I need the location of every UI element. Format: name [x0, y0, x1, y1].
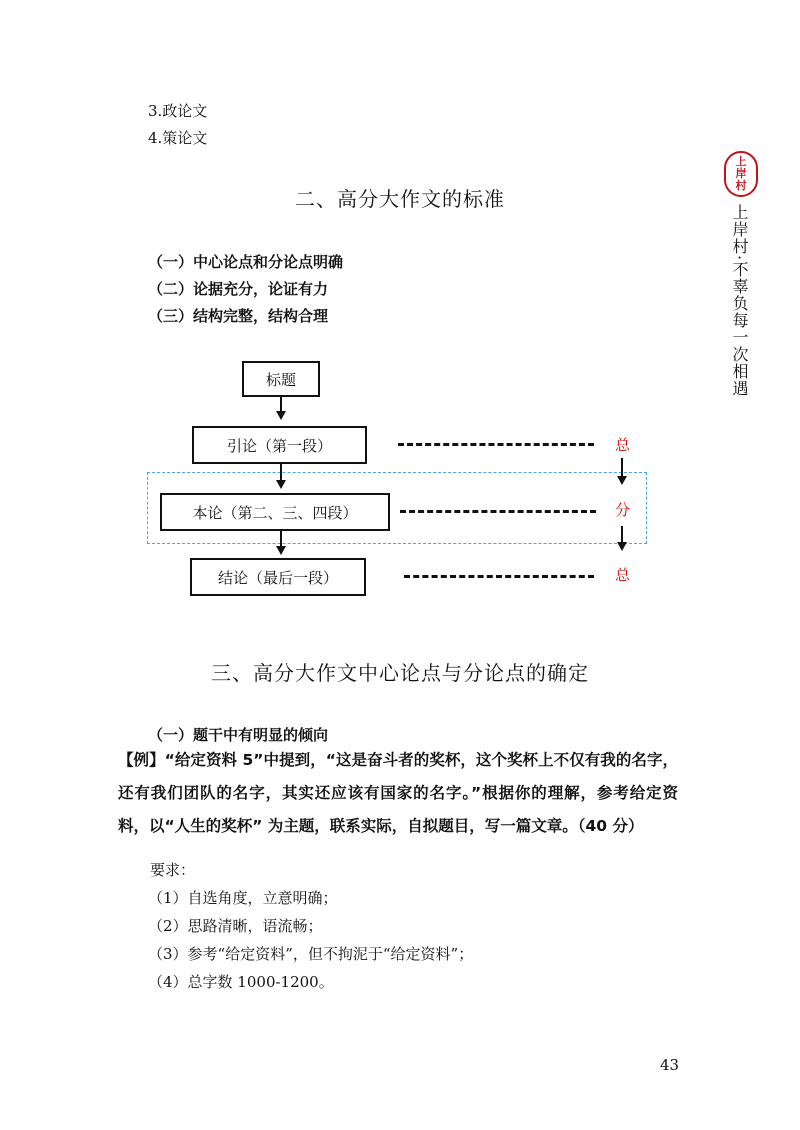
requirement-1: （1）自选角度，立意明确；: [148, 889, 338, 907]
requirement-3: （3）参考“给定资料”，但不拘泥于“给定资料”；: [148, 945, 474, 963]
down-arrow-icon: [617, 542, 627, 551]
standard-point-2: （二）论据充分，论证有力: [148, 280, 329, 298]
dashed-leader-body: [400, 510, 596, 513]
dashed-leader-conclusion: [404, 575, 594, 578]
brand-seal-icon: [724, 151, 758, 197]
down-arrow-icon: [276, 480, 286, 489]
flow-connector: [280, 397, 282, 412]
flow-connector: [280, 464, 282, 481]
section-heading-3: 三、高分大作文中心论点与分论点的确定: [211, 661, 589, 685]
flow-connector: [280, 531, 282, 547]
section3-point-1: （一）题干中有明显的倾向: [148, 726, 329, 744]
example-paragraph: 【例】“给定资料 5”中提到，“这是奋斗者的奖杯，这个奖杯上不仅有我的名字，还有我们团队的名字，其实还应该有国家的名字。”根据你的理解，参考给定资料，以“人生的奖杯” 为主题，联系实际，自拟题目，写一篇文章。（40 分）: [118, 751, 678, 835]
list-item-3: 3.政论文: [148, 102, 208, 120]
page-number: 43: [660, 1056, 680, 1074]
flow-box-body: 本论（第二、三、四段）: [160, 493, 390, 531]
mark-zong-top: 总: [615, 436, 631, 454]
list-item-4: 4.策论文: [148, 129, 208, 147]
down-arrow-icon: [617, 476, 627, 485]
down-arrow-icon: [276, 411, 286, 420]
standard-point-3: （三）结构完整，结构合理: [148, 307, 329, 325]
flow-box-conclusion: 结论（最后一段）: [190, 558, 366, 596]
requirement-4: （4）总字数 1000-1200。: [148, 973, 334, 991]
down-arrow-icon: [276, 546, 286, 555]
flow-box-title: 标题: [242, 361, 320, 397]
seal-text: 上岸村: [735, 155, 747, 192]
requirements-title: 要求：: [150, 861, 196, 879]
standard-point-1: （一）中心论点和分论点明确: [148, 253, 344, 271]
dashed-leader-intro: [398, 443, 594, 446]
section-heading-2: 二、高分大作文的标准: [295, 187, 505, 211]
mark-zong-bottom: 总: [615, 566, 631, 584]
requirement-2: （2）思路清晰，语流畅；: [148, 917, 323, 935]
flow-box-intro: 引论（第一段）: [192, 426, 367, 464]
mark-connector: [621, 458, 623, 477]
mark-connector: [621, 526, 623, 543]
brand-slogan: 上岸村·不辜负每一次相遇: [730, 204, 749, 398]
mark-fen: 分: [615, 501, 631, 519]
